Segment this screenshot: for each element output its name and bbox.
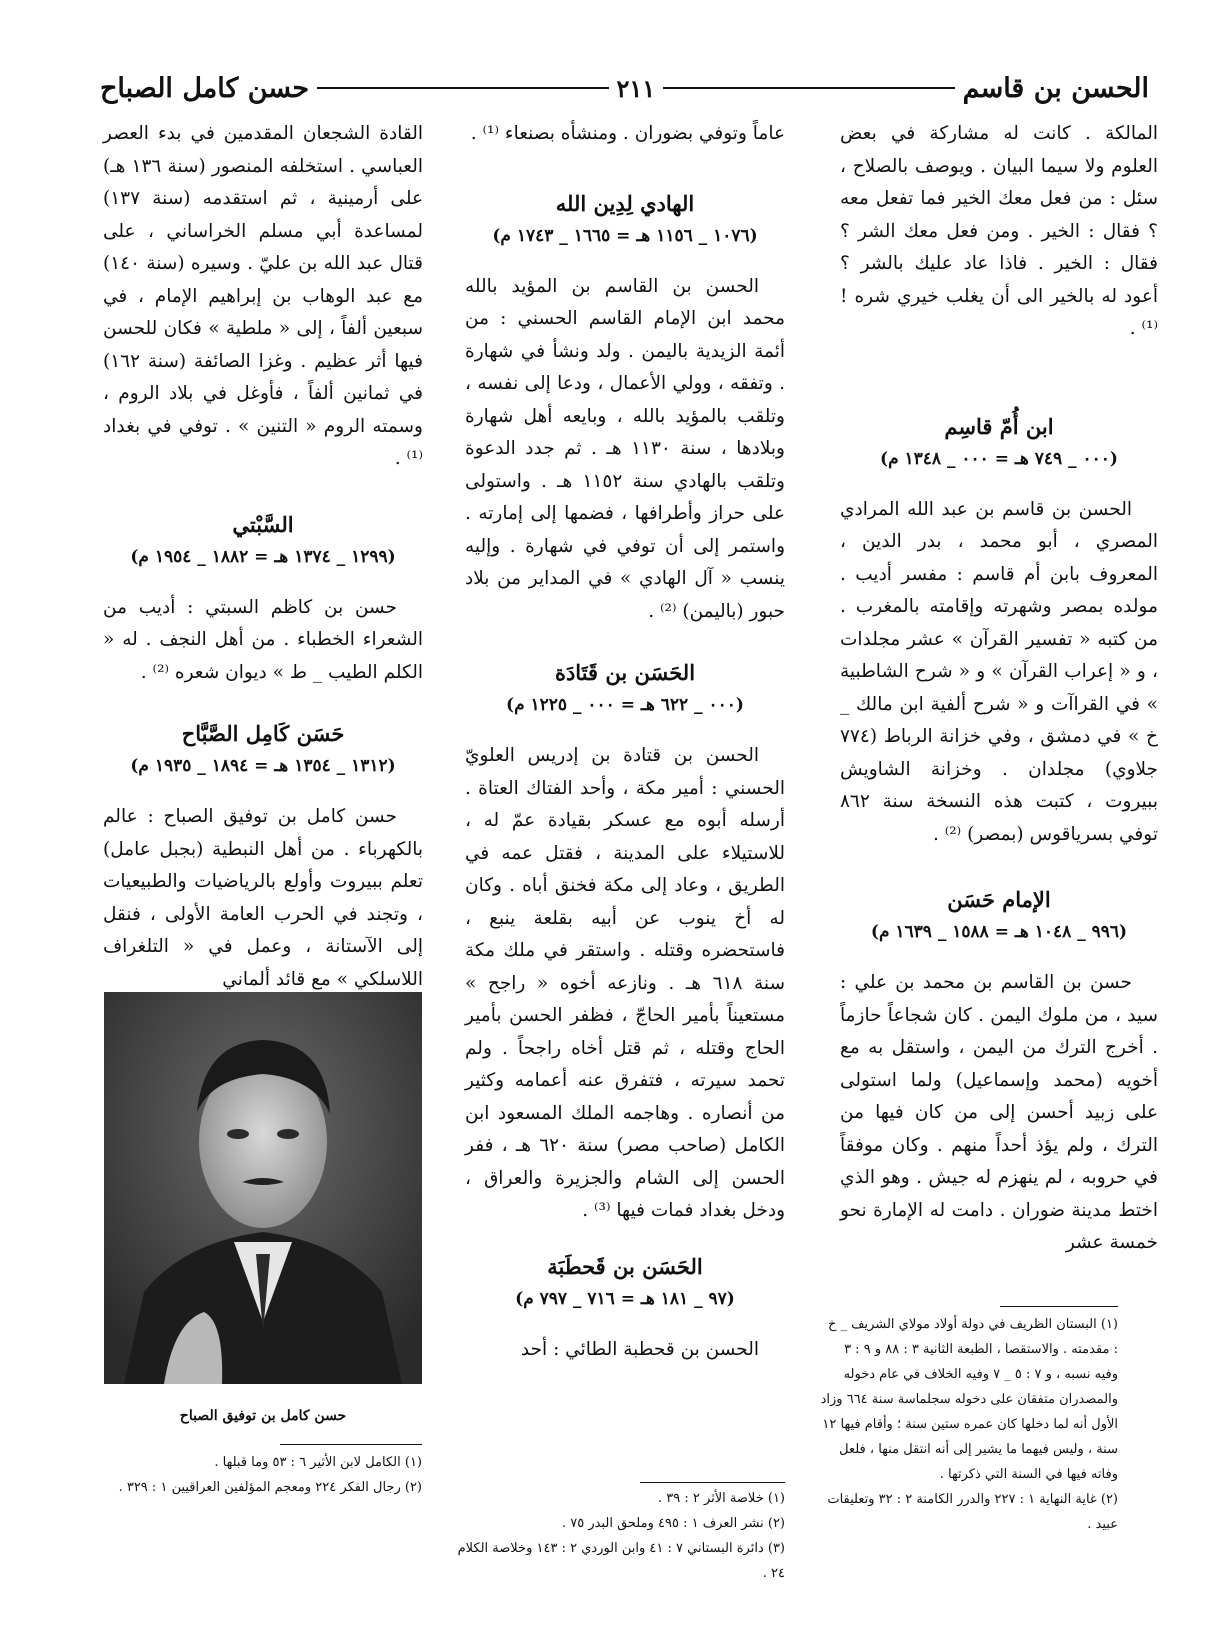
entry-body-al-sabti: حسن بن كاظم السبتي : أديب من الشعراء الخطباء . من أهل النجف . له « الكلم الطيب _ ط » ديوان شعره ⁽²⁾ . [103,596,423,683]
entry-dates-al-sabti: (١٢٩٩ _ ١٣٧٤ هـ = ١٨٨٢ _ ١٩٥٤ م) [130,546,396,567]
column-left [103,118,423,996]
header-rule-left [317,87,608,89]
footnotes-right [820,1312,1118,1537]
entry-body-hasan-ibn-qatada: الحسن بن قتادة بن إدريس العلويّ الحسني : أمير مكة ، وأحد الفتاك العتاة . أرسله أبوه مع عسكر بقيادة عمّ له ، للاستيلاء على المدينة ، فقتل عمه في الطريق ، وعاد إلى مكة فخنق أباه . وكان له أخ ينوب عن أبيه بقلعة ينبع ، فاستحضره وقتله . واستقر في ملك مكة سنة ٦١٨ هـ . ونازعه أخوه « راجح » مستعيناً بأمير الحاجّ ، فظفر الحسن بأمير الحاج وقتله ، ثم قتل أخاه راجحاً . ولم تحمد سيرته ، فتفرق عنه أعمامه وكثير من أنصاره . وهاجمه الملك المسعود ابن الكامل (صاحب مصر) سنة ٦٢٠ هـ ، ففر الحسن إلى الشام والجزيرة والعراق ، ودخل بغداد فمات فيها ⁽³⁾ . [465,745,785,1221]
page-header [100,68,1149,108]
entry-body-ibn-umm-qasim: الحسن بن قاسم بن عبد الله المرادي المصري ، أبو محمد ، بدر الدين ، المعروف بابن أم قاسم : مفسر أديب . مولده بمصر وشهرته وإقامته بالمغرب . من كتبه « تفسير القرآن » عشر مجلدات ، و « إعراب القرآن » و « شرح الشاطبية » في القراآت و « شرح ألفية ابن مالك _ خ » في دمشق ، وفي خزانة الرباط (٧٧٤ جلاوي) مجلدان . وخزانة الشاويش ببيروت ، كتبت هذه النسخة سنة ٨٦٢ توفي بسرياقوس (بمصر) ⁽²⁾ . [840,498,1158,845]
entry-title-imam-hasan: الإمام حَسَن [947,887,1051,912]
footnote-rule-left [280,1444,422,1445]
entry-body-al-hadi: الحسن بن القاسم بن المؤيد بالله محمد ابن الإمام القاسم الحسني : من أئمة الزيدية باليمن . ولد ونشأ في شهارة . وتفقه ، وولي الأعمال ، ودعا إلى نفسه ، وتلقب بالمؤيد بالله ، وبايعه أهل شهارة وبلادها ، سنة ١١٣٠ هـ . ثم جدد الدعوة وتلقب بالهادي سنة ١١٥٢ هـ . واستولى على حراز وأطرافها ، فضمها إلى إمارته . واستمر إلى أن توفي في شهارة . وإليه ينسب « آل الهادي » في المداير من بلاد حبور (باليمن) ⁽²⁾ . [465,275,785,622]
header-rule-right [663,87,954,89]
entry-dates-hasan-kamil-al-sabbah: (١٣١٢ _ ١٣٥٤ هـ = ١٨٩٤ _ ١٩٣٥ م) [130,756,396,776]
footnote-rule-right [1000,1306,1118,1307]
column-middle-intro: عاماً وتوفي بضوران . ومنشأه بصنعاء ⁽¹⁾ . [470,123,785,144]
entry-dates-hasan-ibn-qatada: (٠٠٠ _ ٦٢٢ هـ = ٠٠٠ _ ١٢٢٥ م) [506,695,744,715]
footnote-right-1: (١) البستان الظريف في دولة أولاد مولاي الشريف _ خ : مقدمته . والاستقصا ، الطبعة الثانية ٣ : ٨٨ و ٩ : ٣ وفيه نسبه ، و ٧ : ٥ _ ٧ وفيه الخلاف في عام دخوله والمصدران متفقان على دخوله سجلماسة سنة ٦٦٤ وزاد الأول أنه لما دخلها كان عمره ستين سنة ؛ وأقام فيها ١٢ سنة ، وليس فيهما ما يشير إلى أنه انتقل منها ، فلعل وفاته فيها في السنة التي ذكرتها . [820,1317,1118,1482]
header-right-title: الحسن بن قاسم [962,72,1149,104]
footnote-left-2: (٢) رجال الفكر ٢٢٤ ومعجم المؤلفين العراقيين ١ : ٣٢٩ . [118,1480,422,1495]
footnote-middle-1: (١) خلاصة الأثر ٢ : ٣٩ . [657,1491,785,1506]
entry-title-hasan-ibn-qatada: الحَسَن بن قَتَادَة [554,660,696,685]
entry-body-hasan-ibn-qahtaba: الحسن بن قحطبة الطائي : أحد [520,1338,759,1360]
entry-title-al-sabti: السَّبْتي [232,511,294,537]
page-number: ٢١١ [616,73,656,103]
entry-dates-hasan-ibn-qahtaba: (٩٧ _ ١٨١ هـ = ٧١٦ _ ٧٩٧ م) [515,1288,735,1309]
entry-dates-al-hadi: (١٠٧٦ _ ١١٥٦ هـ = ١٦٦٥ _ ١٧٤٣ م) [492,225,758,246]
column-right [840,118,1158,1260]
entry-title-hasan-ibn-qahtaba: الحَسَن بن قَحطَبَة [547,1253,703,1279]
column-right-intro: المالكة . كانت له مشاركة في بعض العلوم ولا سيما البيان . ويوصف بالصلاح ، سئل : من فعل معك الخير فما تفعل معه ؟ فقال : الخير . ومن فعل معك الشر ؟ فقال : الخير . فاذا عاد عليك بالشر ؟ أعود له بالخير الى أن يغلب خيري شره ! ⁽¹⁾ . [840,123,1158,339]
portrait-photo [104,992,422,1384]
entry-title-al-hadi: الهادي لِدِين الله [555,190,695,216]
entry-title-ibn-umm-qasim: ابن أُمّ قاسِم [944,413,1054,439]
footnote-middle-2: (٢) نشر العرف ١ : ٤٩٥ وملحق البدر ٧٥ . [561,1516,785,1531]
entry-title-hasan-kamil-al-sabbah: حَسَن كَامِل الصَّبَّاح [181,721,345,746]
entry-dates-ibn-umm-qasim: (٠٠٠ _ ٧٤٩ هـ = ٠٠٠ _ ١٣٤٨ م) [880,448,1118,469]
footnotes-middle [455,1486,785,1586]
entry-dates-imam-hasan: (٩٩٦ _ ١٠٤٨ هـ = ١٥٨٨ _ ١٦٣٩ م) [870,922,1128,942]
photo-caption: حسن كامل بن توفيق الصباح [179,1408,347,1424]
column-left-intro: القادة الشجعان المقدمين في بدء العصر العباسي . استخلفه المنصور (سنة ١٣٦ هـ) على أرمينية ، ثم استقدمه (سنة ١٣٧) لمساعدة أبي مسلم الخراساني ، على قتال عبد الله بن عليّ . وسيره (سنة ١٤٠) مع عبد الوهاب بن إبراهيم الإمام ، في سبعين ألفاً ، إلى « ملطية » فكان للحسن فيها أثر عظيم . وغزا الصائفة (سنة ١٦٢) في ثمانين ألفاً ، فأوغل في بلاد الروم ، وسمته الروم « التنين » . توفي في بغداد ⁽¹⁾ . [103,123,423,469]
portrait-illustration [104,992,422,1384]
entry-body-hasan-kamil-al-sabbah: حسن كامل بن توفيق الصباح : عالم بالكهرباء . من أهل النبطية (بجبل عامل) تعلم ببيروت وأولع بالرياضيات والطبيعيات ، وتجند في الحرب العامة الأولى ، فنقل إلى الآستانة ، وعمل في « التلغراف اللاسلكي » مع قائد ألماني [103,806,423,990]
header-left-title: حسن كامل الصباح [99,72,310,104]
footnote-middle-3: (٣) دائرة البستاني ٧ : ٤١ وابن الوردي ٢ : ١٤٣ وخلاصة الكلام ٢٤ . [457,1541,785,1581]
footnotes-left [95,1450,422,1500]
column-middle [465,118,785,1366]
footnote-rule-middle [640,1482,785,1483]
footnote-right-2: (٢) غاية النهاية ١ : ٢٢٧ والدرر الكامنة ٢ : ٣٢ وتعليقات عبيد . [827,1492,1118,1532]
footnote-left-1: (١) الكامل لابن الأثير ٦ : ٥٣ وما قبلها . [214,1455,422,1470]
entry-body-imam-hasan: حسن بن القاسم بن محمد بن علي : سيد ، من ملوك اليمن . كان شجاعاً حازماً . أخرج الترك من اليمن ، واستقل به مع أخويه (محمد وإسماعيل) ولما استولى على زبيد أحسن إلى من كان فيها من الترك ، ولم يؤذ أحداً منهم . وكان موفقاً في حروبه ، لم ينهزم له جيش . وهو الذي اختط مدينة ضوران . دامت له الإمارة نحو خمسة عشر [840,972,1158,1253]
